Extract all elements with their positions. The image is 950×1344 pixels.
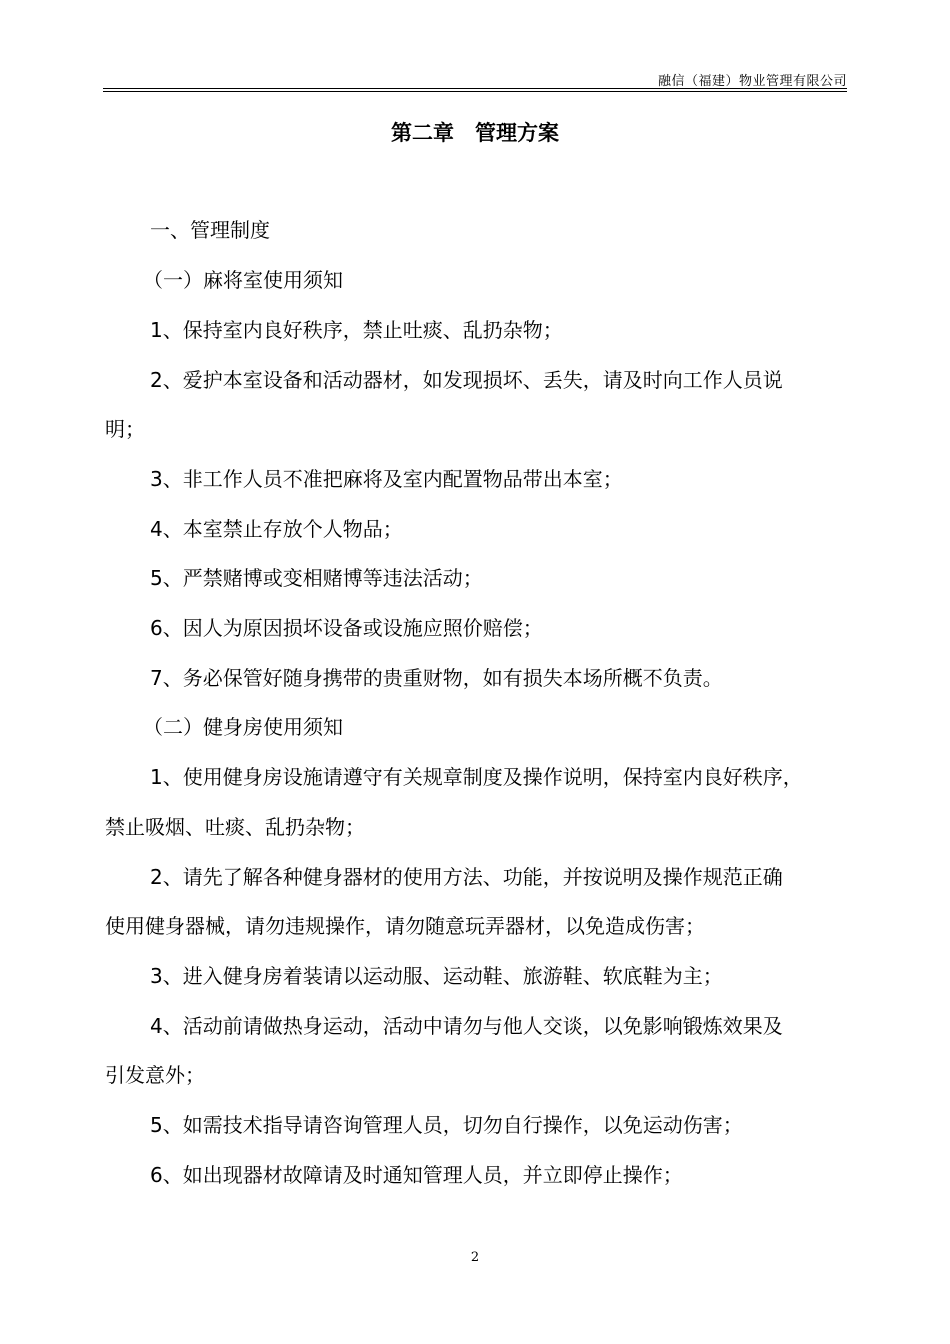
paragraph-line: 3、进入健身房着装请以运动服、运动鞋、旅游鞋、软底鞋为主； xyxy=(150,964,723,988)
paragraph-line: 1、保持室内良好秩序，禁止吐痰、乱扔杂物； xyxy=(150,318,563,342)
section-heading: 一、管理制度 xyxy=(150,218,270,242)
paragraph-line: 2、请先了解各种健身器材的使用方法、功能，并按说明及操作规范正确 xyxy=(150,865,783,889)
paragraph-line: 5、严禁赌博或变相赌博等违法活动； xyxy=(150,566,483,590)
paragraph-line: 4、活动前请做热身运动，活动中请勿与他人交谈，以免影响锻炼效果及 xyxy=(150,1014,783,1038)
paragraph-line: 2、爱护本室设备和活动器材，如发现损坏、丢失，请及时向工作人员说 xyxy=(150,368,783,392)
paragraph-line: 6、因人为原因损坏设备或设施应照价赔偿； xyxy=(150,616,543,640)
paragraph-line: 使用健身器械，请勿违规操作，请勿随意玩弄器材，以免造成伤害； xyxy=(105,914,705,938)
paragraph-line: 引发意外； xyxy=(105,1063,205,1087)
page-number: 2 xyxy=(470,1250,480,1265)
paragraph-line: 3、非工作人员不准把麻将及室内配置物品带出本室； xyxy=(150,467,623,491)
subsection-heading: （二）健身房使用须知 xyxy=(143,715,343,739)
paragraph-line: 禁止吸烟、吐痰、乱扔杂物； xyxy=(105,815,365,839)
paragraph-line: 明； xyxy=(105,417,145,441)
paragraph-line: 5、如需技术指导请咨询管理人员，切勿自行操作，以免运动伤害； xyxy=(150,1113,743,1137)
chapter-title: 第二章 管理方案 xyxy=(391,121,559,145)
paragraph-line: 7、务必保管好随身携带的贵重财物，如有损失本场所概不负责。 xyxy=(150,666,723,690)
paragraph-line: 6、如出现器材故障请及时通知管理人员，并立即停止操作； xyxy=(150,1163,683,1187)
subsection-heading: （一）麻将室使用须知 xyxy=(143,268,343,292)
paragraph-line: 1、使用健身房设施请遵守有关规章制度及操作说明，保持室内良好秩序， xyxy=(150,765,803,789)
paragraph-line: 4、本室禁止存放个人物品； xyxy=(150,517,403,541)
header-company-name: 融信（福建）物业管理有限公司 xyxy=(657,74,847,89)
header-divider xyxy=(103,88,847,92)
